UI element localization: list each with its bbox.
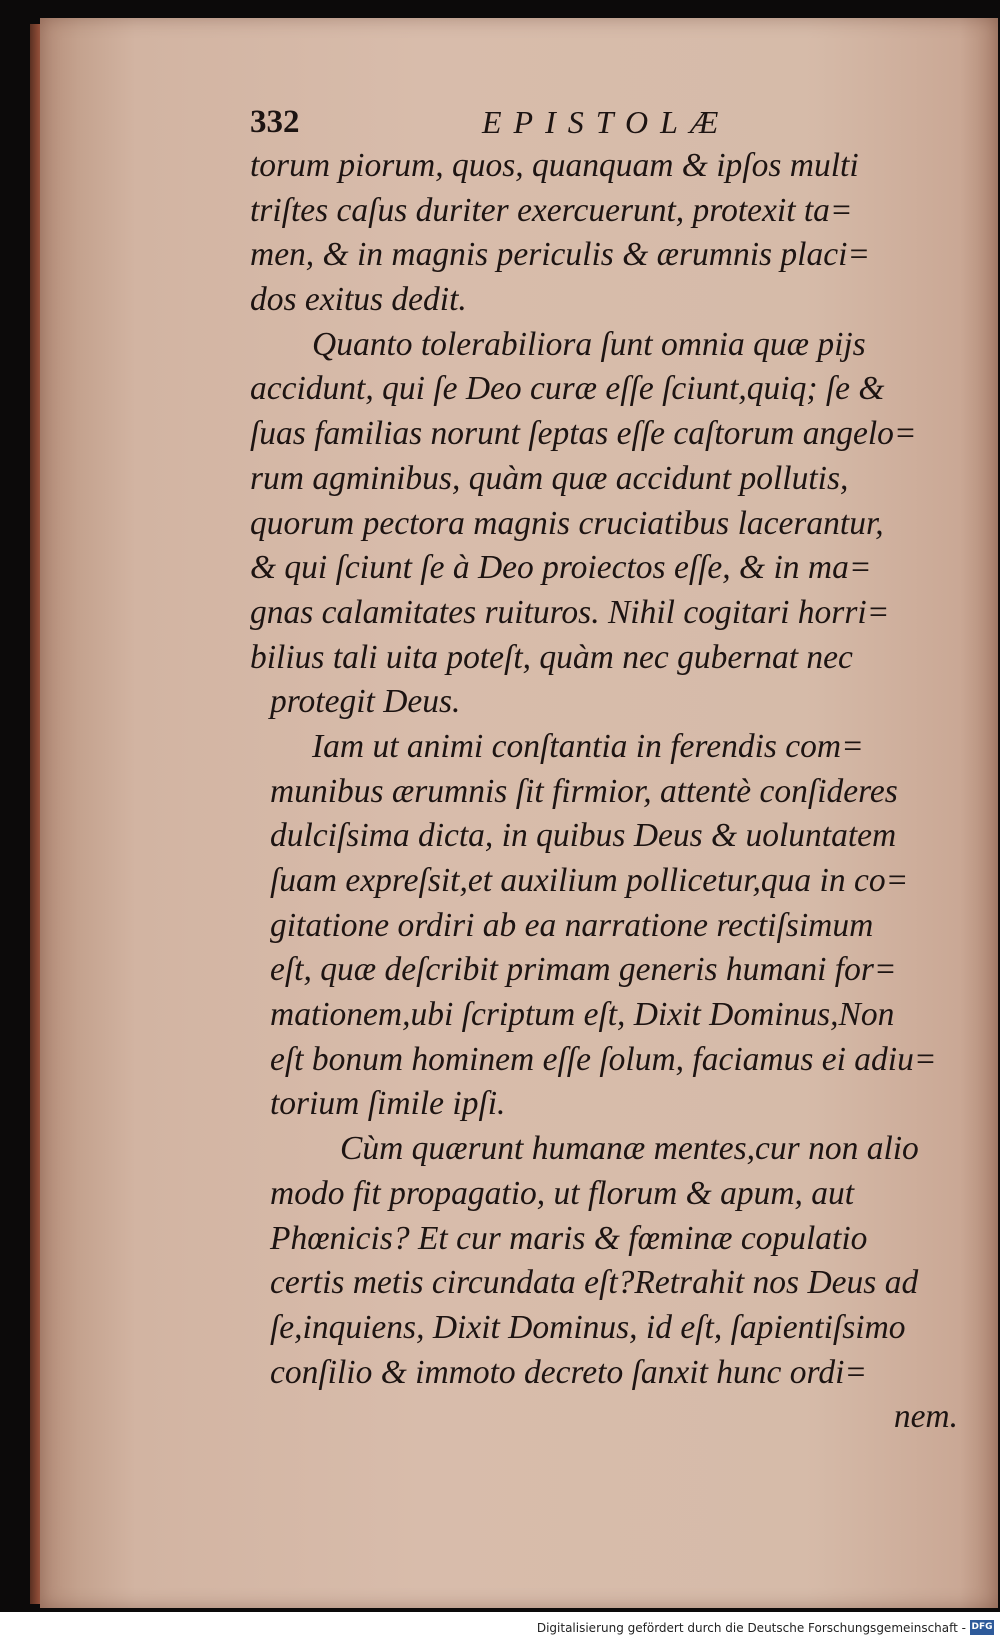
paragraph-start-line: Cùm quærunt humanæ mentes,cur non alio: [340, 1130, 919, 1168]
text-line: modo fit propagatio, ut florum & apum, aut: [270, 1174, 855, 1212]
text-line: men, & in magnis periculis & ærumnis placi=: [250, 236, 871, 274]
paragraph-start-line: Quanto tolerabiliora ſunt omnia quæ pijs: [312, 325, 866, 363]
text-line: & qui ſciunt ſe à Deo proiectos eſſe, & in ma=: [250, 549, 872, 587]
digitization-footer: [0, 1612, 1000, 1646]
text-line: accidunt, qui ſe Deo curæ eſſe ſciunt,quiq; ſe &: [250, 370, 885, 408]
text-line: dos exitus dedit.: [250, 281, 467, 319]
text-line: conſilio & immoto decreto ſanxit hunc ordi=: [270, 1353, 867, 1391]
text-line: Phœnicis? Et cur maris & fœminæ copulatio: [270, 1219, 868, 1257]
text-line: certis metis circundata eſt?Retrahit nos Deus ad: [270, 1264, 919, 1302]
text-line: torium ſimile ipſi.: [270, 1085, 506, 1123]
page-number: 332: [250, 104, 300, 140]
text-line: ſe,inquiens, Dixit Dominus, id eſt, ſapientiſsimo: [270, 1308, 906, 1346]
text-line: dulciſsima dicta, in quibus Deus & uoluntatem: [270, 817, 897, 855]
text-line: triſtes caſus duriter exercuerunt, protexit ta=: [250, 191, 853, 229]
body-text: [250, 144, 970, 1440]
text-line-last: nem.: [893, 1398, 958, 1436]
text-line: ſuam expreſsit,et auxilium pollicetur,qua in co=: [270, 862, 909, 899]
text-line: mationem,ubi ſcriptum eſt, Dixit Dominus,Non: [270, 996, 895, 1034]
paragraph-start-line: Iam ut animi conſtantia in ferendis com=: [312, 727, 864, 765]
text-line: munibus ærumnis ſit firmior, attentè conſideres: [270, 772, 898, 810]
text-line: protegit Deus.: [270, 683, 461, 721]
text-line: quorum pectora magnis cruciatibus lacerantur,: [250, 504, 884, 542]
text-line: rum agminibus, quàm quæ accidunt pollutis,: [250, 459, 849, 497]
text-line: eſt bonum hominem eſſe ſolum, faciamus ei adiu=: [270, 1040, 937, 1078]
text-line: ſuas familias norunt ſeptas eſſe caſtorum angelo=: [250, 415, 917, 453]
funding-credit: Digitalisierung gefördert durch die Deutsche Forschungsgemeinschaft -: [536, 1621, 966, 1635]
text-line: eſt, quæ deſcribit primam generis humani for=: [270, 951, 897, 989]
dfg-logo-icon: DFG: [970, 1620, 994, 1635]
text-line: gitatione ordiri ab ea narratione rectiſsimum: [270, 906, 874, 944]
text-line: torum piorum, quos, quanquam & ipſos multi: [250, 147, 859, 184]
text-line: gnas calamitates ruituros. Nihil cogitari horri=: [250, 593, 890, 631]
text-line: bilius tali uita poteſt, quàm nec gubernat nec: [250, 638, 853, 676]
running-head: EPISTOLÆ: [482, 104, 731, 140]
